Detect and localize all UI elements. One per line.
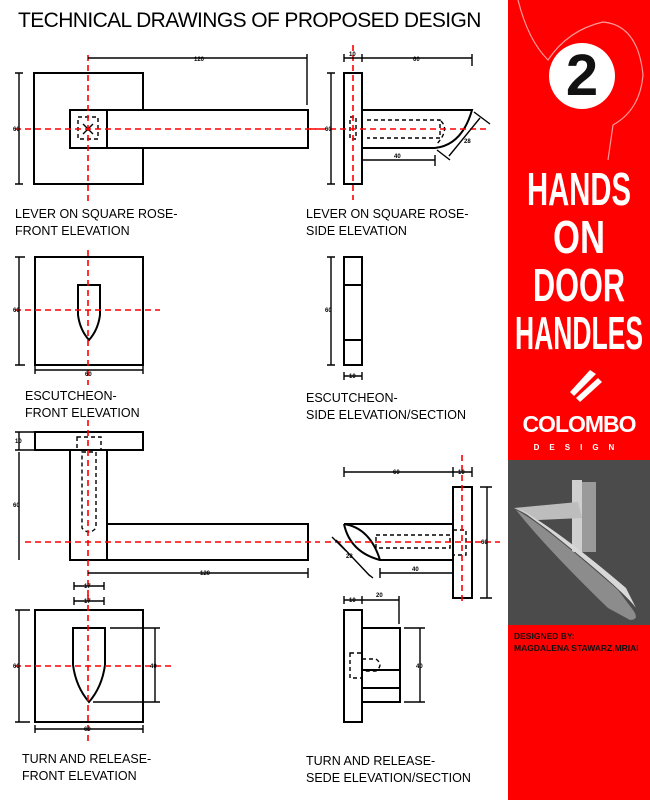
dimension-label: 10 [458, 470, 465, 476]
dimension-label: 60 [13, 308, 20, 314]
dimension-label: 60 [325, 127, 332, 133]
dimension-label: 20 [376, 593, 383, 599]
issue-number: 2 [565, 43, 599, 108]
dimension-label: 60 [85, 372, 92, 378]
sidebar-panel [508, 0, 650, 800]
lever-side-elevation-2 [325, 455, 500, 605]
lever-side-elevation [310, 45, 490, 200]
caption-escutcheon-front: ESCUTCHEON- FRONT ELEVATION [25, 389, 140, 420]
dimension-label: 60 [413, 57, 420, 63]
designer-credit: DESIGNED BY: MAGDALENA STAWARZ,MRIAI [514, 631, 639, 653]
dimension-label: 60 [13, 664, 20, 670]
dimension-label: 10 [349, 598, 356, 604]
dimension-label: 60 [13, 127, 20, 133]
dimension-label: 40 [412, 567, 419, 573]
brand-logo: COLOMBO [522, 411, 636, 437]
dimension-label: 10 [349, 52, 356, 58]
caption-lever-front: LEVER ON SQUARE ROSE- FRONT ELEVATION [15, 207, 178, 238]
escutcheon-front-elevation [13, 250, 160, 385]
page-title: TECHNICAL DRAWINGS OF PROPOSED DESIGN [18, 9, 481, 32]
caption-lever-side: LEVER ON SQUARE ROSE- SIDE ELEVATION [306, 207, 469, 238]
headline-line-1: HANDS [527, 163, 631, 215]
dimension-label: 60 [393, 470, 400, 476]
dimension-label: 10 [15, 439, 22, 445]
dimension-label: 28 [464, 139, 471, 145]
dimension-label: 60 [13, 503, 20, 509]
dimension-label: 17 [84, 599, 91, 605]
headline-line-3: DOOR [533, 259, 625, 311]
colombo-logo-mark-icon [564, 368, 604, 402]
brand-subtitle: DESIGN [533, 443, 625, 452]
dimension-label: 40 [150, 664, 157, 670]
door-handle-render [508, 460, 650, 625]
dimension-label: 60 [84, 727, 91, 733]
dimension-label: 40 [394, 154, 401, 160]
lever-plan-view [13, 420, 320, 600]
dimension-label: 17 [84, 584, 91, 590]
product-photo [508, 460, 650, 625]
headline-line-2: ON [553, 211, 605, 263]
dimension-label: 120 [200, 571, 211, 577]
dimension-label: 120 [194, 57, 205, 63]
caption-turn-release-side: TURN AND RELEASE- SEDE ELEVATION/SECTION [306, 754, 471, 785]
dimension-label: 60 [481, 540, 488, 546]
dimension-label: 40 [416, 664, 423, 670]
headline-line-4: HANDLES [515, 307, 643, 359]
dimension-label: 28 [346, 554, 353, 560]
lever-front-elevation [13, 54, 320, 205]
turn-release-front-elevation [13, 595, 175, 745]
turn-release-side-elevation [344, 593, 425, 722]
dimension-label: 60 [325, 308, 332, 314]
dimension-label: 10 [349, 374, 356, 380]
escutcheon-side-elevation [325, 257, 362, 380]
headline [508, 160, 650, 360]
caption-turn-release-front: TURN AND RELEASE- FRONT ELEVATION [22, 752, 152, 783]
caption-escutcheon-side: ESCUTCHEON- SIDE ELEVATION/SECTION [306, 391, 466, 422]
